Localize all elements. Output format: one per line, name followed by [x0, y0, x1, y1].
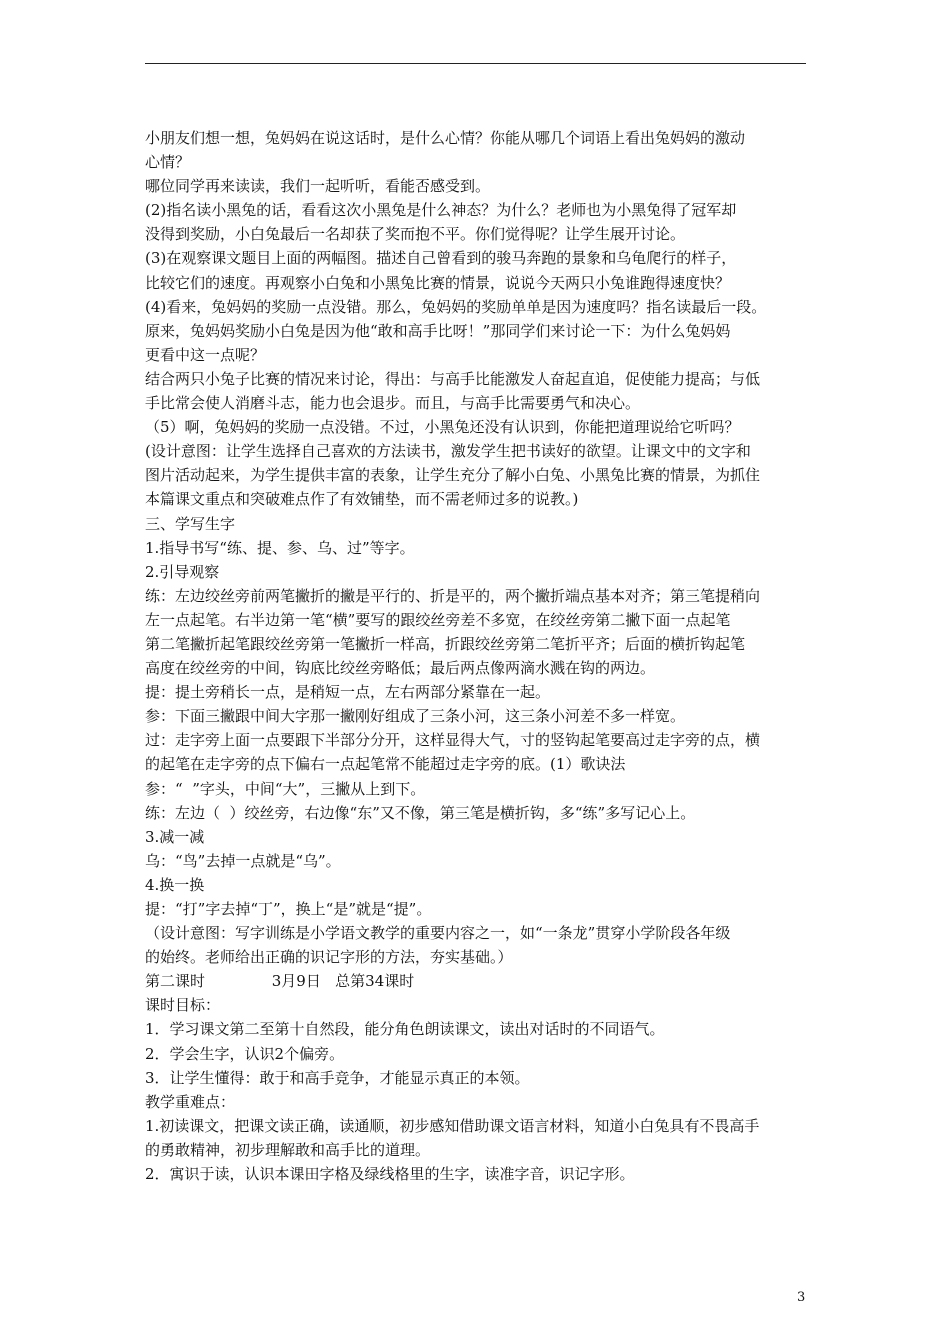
text-line: 的勇敢精神，初步理解敢和高手比的道理。 — [145, 1140, 431, 1159]
text-line: 1.指导书写“练、提、参、乌、过”等字。 — [145, 538, 415, 557]
text-line: 课时目标： — [145, 996, 221, 1015]
text-line: 2.引导观察 — [145, 562, 220, 581]
text-line: 提：“打”字去掉“丁”，换上“是”就是“提”。 — [145, 900, 432, 918]
text-line: (设计意图：让学生选择自己喜欢的方法读书，激发学生把书读好的欲望。让课文中的文字和 — [145, 442, 751, 461]
text-line: 3．让学生懂得：敢于和高手竞争，才能显示真正的本领。 — [145, 1068, 530, 1087]
text-line: 提：提土旁稍长一点，是稍短一点，左右两部分紧靠在一起。 — [145, 683, 551, 702]
text-line: 哪位同学再来读读，我们一起听听，看能否感受到。 — [145, 177, 491, 196]
text-line: 原来，兔妈妈奖励小白兔是因为他“敢和高手比呀！”那同学们来讨论一下：为什么兔妈妈 — [145, 321, 731, 340]
text-line: （设计意图：写字训练是小学语文教学的重要内容之一，如“一条龙”贯穿小学阶段各年级 — [145, 924, 731, 943]
text-line: (3)在观察课文题目上面的两幅图。描述自己曾看到的骏马奔跑的景象和乌龟爬行的样子， — [145, 249, 737, 268]
text-line: 2．学会生字，认识2个偏旁。 — [145, 1044, 345, 1063]
text-line: 左一点起笔。右半边第一笔“横”要写的跟绞丝旁差不多宽，在绞丝旁第二撇下面一点起笔 — [145, 610, 731, 629]
text-line: 图片活动起来，为学生提供丰富的表象，让学生充分了解小白兔、小黑兔比赛的情景，为抓住 — [145, 466, 761, 485]
text-line: 比较它们的速度。再观察小白兔和小黑兔比赛的情景，说说今天两只小兔谁跑得速度快？ — [145, 273, 731, 292]
text-line: 本篇课文重点和突破难点作了有效铺垫，而不需老师过多的说教。) — [145, 490, 579, 509]
text-line: 手比常会使人消磨斗志，能力也会退步。而且，与高手比需要勇气和决心。 — [145, 394, 641, 413]
page-number: 3 — [797, 1290, 806, 1305]
text-line: 没得到奖励，小白兔最后一名却获了奖而抱不平。你们觉得呢？让学生展开讨论。 — [145, 225, 686, 244]
text-line: 练：左边（ ）绞丝旁，右边像“东”又不像，第三笔是横折钩，多“练”多写记心上。 — [145, 803, 696, 822]
text-line: 1.初读课文，把课文读正确，读通顺，初步感知借助课文语言材料，知道小白兔具有不畏高手 — [145, 1116, 760, 1135]
text-line: 结合两只小兔子比赛的情况来讨论，得出：与高手比能激发人奋起直追，促使能力提高；与低 — [145, 369, 761, 388]
text-line: 乌：“鸟”去掉一点就是“乌”。 — [145, 851, 341, 870]
document-body — [145, 126, 810, 1186]
text-line: 小朋友们想一想，兔妈妈在说这话时，是什么心情？你能从哪几个词语上看出兔妈妈的激动 — [145, 129, 746, 147]
text-line: 心情？ — [145, 153, 191, 172]
text-line: 教学重难点： — [145, 1092, 236, 1111]
text-line: 的起笔在走字旁的点下偏右一点起笔常不能超过走字旁的底。(1）歌诀法 — [145, 755, 626, 774]
text-line: 3.减一减 — [145, 827, 205, 846]
text-line: 4.换一换 — [145, 875, 205, 894]
text-line: 的始终。老师给出正确的识记字形的方法，夯实基础。） — [145, 948, 513, 967]
text-line: (2)指名读小黑兔的话，看看这次小黑兔是什么神态？为什么？老师也为小黑兔得了冠军却 — [145, 201, 737, 220]
text-line: 参：下面三撇跟中间大字那一撇刚好组成了三条小河，这三条小河差不多一样宽。 — [145, 707, 686, 726]
text-line: 过：走字旁上面一点要跟下半部分分开，这样显得大气，寸的竖钩起笔要高过走字旁的点，横 — [145, 731, 761, 750]
text-line: 练：左边绞丝旁前两笔撇折的撇是平行的、折是平的，两个撇折端点基本对齐；第三笔提稍向 — [145, 586, 761, 605]
text-line: （5）啊，兔妈妈的奖励一点没错。不过，小黑兔还没有认识到，你能把道理说给它听吗？ — [145, 418, 740, 437]
text-line: 第二笔撇折起笔跟绞丝旁第一笔撇折一样高，折跟绞丝旁第二笔折平齐；后面的横折钩起笔 — [145, 634, 746, 653]
text-line: (4)看来，兔妈妈的奖励一点没错。那么，兔妈妈的奖励单单是因为速度吗？指名读最后一段。 — [145, 297, 767, 316]
text-line: 参：“ ”字头，中间“大”，三撇从上到下。 — [145, 779, 426, 798]
text-line: 1．学习课文第二至第十自然段，能分角色朗读课文，读出对话时的不同语气。 — [145, 1020, 665, 1039]
header-rule — [145, 63, 806, 64]
text-line: 高度在绞丝旁的中间，钩底比绞丝旁略低；最后两点像两滴水溅在钩的两边。 — [145, 659, 656, 678]
lesson-schedule: 第二课时 3月9日 总第34课时 — [145, 972, 415, 991]
text-line: 2．寓识于读，认识本课田字格及绿线格里的生字，读准字音，识记字形。 — [145, 1165, 635, 1184]
text-line: 更看中这一点呢？ — [145, 345, 266, 364]
section-heading: 三、学写生字 — [145, 514, 236, 533]
